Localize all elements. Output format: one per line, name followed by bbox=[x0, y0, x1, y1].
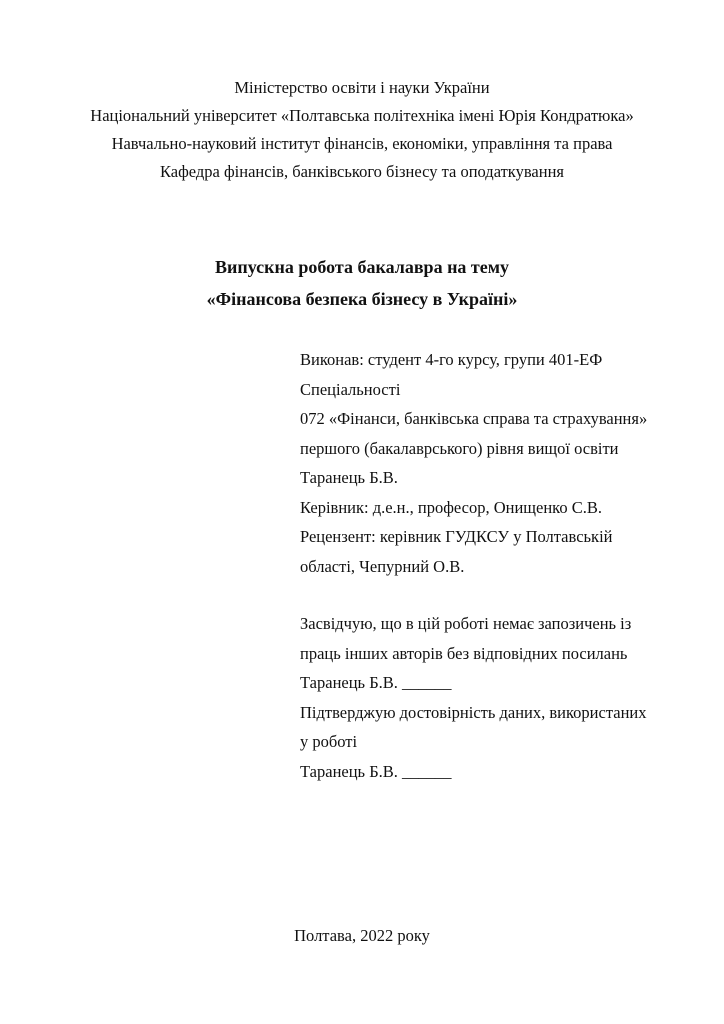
department-name: Кафедра фінансів, банківського бізнесу та оподаткування bbox=[159, 162, 564, 181]
specialty-name: 072 «Фінанси, банківська справа та страхування» bbox=[300, 409, 648, 428]
place-and-year: Полтава, 2022 року bbox=[294, 926, 430, 945]
declaration-line-2: праць інших авторів без відповідних посилань bbox=[300, 643, 628, 663]
student-name: Таранець Б.В. bbox=[300, 468, 398, 487]
performed-by: Виконав: студент 4-го курсу, групи 401-ЕФ bbox=[300, 350, 603, 369]
thesis-type: Випускна робота бакалавра на тему bbox=[214, 257, 510, 277]
signature-line-2: Таранець Б.В. ______ bbox=[300, 761, 452, 781]
specialty-label: Спеціальності bbox=[300, 379, 401, 399]
ministry-name: Міністерство освіти і науки України bbox=[234, 78, 490, 97]
reviewer-line-1: Рецензент: керівник ГУДКСУ у Полтавській bbox=[300, 527, 613, 546]
declaration-line-1: Засвідчую, що в цій роботі немає запозичень із bbox=[300, 614, 632, 633]
thesis-title bbox=[0, 251, 724, 315]
university-name: Національний університет «Полтавська політехніка імені Юрія Кондратюка» bbox=[90, 106, 634, 125]
reviewer-line-2: області, Чепурний О.В. bbox=[300, 556, 465, 576]
institute-name: Навчально-науковий інститут фінансів, економіки, управління та права bbox=[111, 134, 613, 153]
thesis-topic: «Фінансова безпека бізнесу в Україні» bbox=[206, 289, 518, 309]
signature-line-1: Таранець Б.В. ______ bbox=[300, 673, 452, 692]
author-details bbox=[300, 345, 680, 581]
education-level: першого (бакалаврського) рівня вищої освіти bbox=[300, 438, 619, 458]
institution-header bbox=[0, 74, 724, 186]
declaration-line-4: у роботі bbox=[300, 732, 358, 751]
declaration-line-3: Підтверджую достовірність даних, використаних bbox=[300, 702, 647, 722]
supervisor: Керівник: д.е.н., професор, Онищенко С.В. bbox=[300, 497, 602, 517]
originality-declaration bbox=[300, 609, 680, 786]
